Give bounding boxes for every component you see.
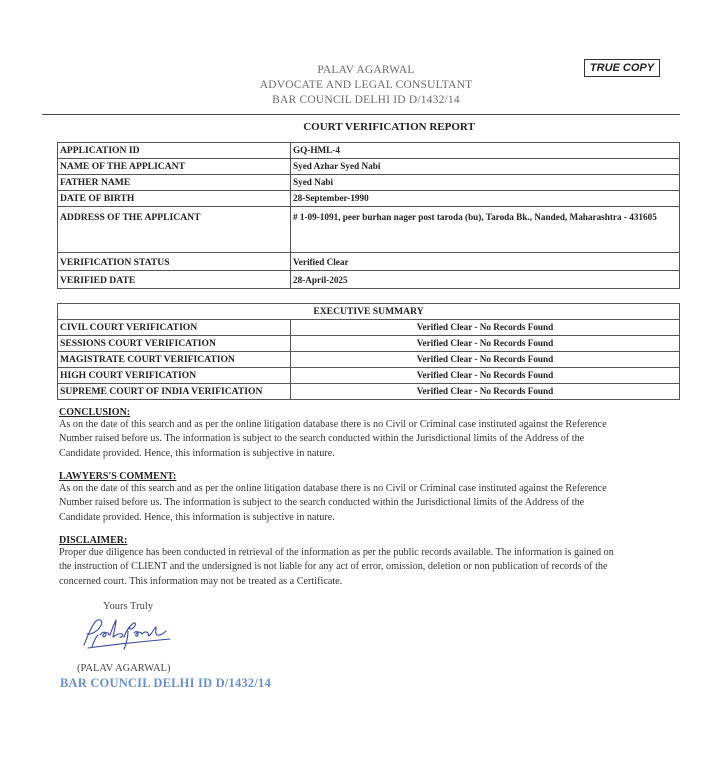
table-row <box>58 368 680 384</box>
row-value: Verified Clear - No Records Found <box>291 336 680 352</box>
closing-text: Yours Truly <box>103 601 154 612</box>
disclaimer-line: Proper due diligence has been conducted in retrieval of the information as per the public records available. The information is gained on <box>59 547 614 558</box>
row-value: Verified Clear - No Records Found <box>291 352 680 368</box>
table-row <box>58 320 680 336</box>
applicant-details-table <box>57 142 680 289</box>
table-row <box>58 352 680 368</box>
row-label: MAGISTRATE COURT VERIFICATION <box>58 352 291 368</box>
advocate-title: ADVOCATE AND LEGAL CONSULTANT <box>259 79 473 91</box>
row-label: HIGH COURT VERIFICATION <box>58 368 291 384</box>
conclusion-heading: CONCLUSION: <box>59 407 131 418</box>
table-row <box>58 271 680 289</box>
disclaimer-line: the instruction of CLIENT and the undersigned is not liable for any act of error, omission, deletion or non publication of records of the <box>59 561 608 573</box>
row-label: DATE OF BIRTH <box>58 191 291 207</box>
row-value: GQ-HML-4 <box>291 143 680 159</box>
row-value: Syed Nabi <box>291 175 680 191</box>
table-row <box>58 207 680 253</box>
row-value: Verified Clear - No Records Found <box>291 368 680 384</box>
row-label: VERIFICATION STATUS <box>58 253 291 271</box>
row-label: APPLICATION ID <box>58 143 291 159</box>
row-label: FATHER NAME <box>58 175 291 191</box>
row-value: Verified Clear <box>291 253 680 271</box>
table-header-row <box>58 304 680 320</box>
disclaimer-line: concerned court. This information may not be treated as a Certificate. <box>59 575 343 587</box>
table-row <box>58 143 680 159</box>
row-label: SESSIONS COURT VERIFICATION <box>58 336 291 352</box>
signatory-bar-id: BAR COUNCIL DELHI ID D/1432/14 <box>60 676 271 690</box>
executive-summary-table <box>57 303 680 400</box>
row-label: CIVIL COURT VERIFICATION <box>58 320 291 336</box>
table-row <box>58 336 680 352</box>
advocate-bar-id: BAR COUNCIL DELHI ID D/1432/14 <box>272 94 460 106</box>
report-title-text: COURT VERIFICATION REPORT <box>303 121 475 133</box>
lawyers-comment-line: As on the date of this search and as per the online litigation database there is no Civil or Criminal case instituted against the Reference <box>59 483 607 494</box>
conclusion-line: Number raised before us. The information is subject to the search conducted within the Jurisdictional limits of the Address of the <box>59 433 585 445</box>
table-row <box>58 159 680 175</box>
executive-summary-heading: EXECUTIVE SUMMARY <box>58 304 680 320</box>
lawyers-comment-heading: LAWYERS'S COMMENT: <box>59 471 177 482</box>
row-label: SUPREME COURT OF INDIA VERIFICATION <box>58 384 291 400</box>
row-label: VERIFIED DATE <box>58 271 291 289</box>
row-label: ADDRESS OF THE APPLICANT <box>58 207 291 253</box>
disclaimer-section <box>59 535 679 589</box>
true-copy-stamp: TRUE COPY <box>584 59 660 77</box>
table-row <box>58 253 680 271</box>
table-row <box>58 191 680 207</box>
report-title <box>0 121 680 133</box>
table-row <box>58 175 680 191</box>
disclaimer-heading: DISCLAIMER: <box>59 535 128 546</box>
row-value: Verified Clear - No Records Found <box>291 320 680 336</box>
advocate-name: PALAV AGARWAL <box>317 64 415 76</box>
conclusion-line: As on the date of this search and as per the online litigation database there is no Civil or Criminal case instituted against the Reference <box>59 419 607 430</box>
handwritten-signature <box>78 615 174 651</box>
header-divider <box>42 114 680 115</box>
lawyers-comment-section <box>59 471 679 525</box>
row-value: Syed Azhar Syed Nabi <box>291 159 680 175</box>
row-label: NAME OF THE APPLICANT <box>58 159 291 175</box>
row-value: 28-April-2025 <box>291 271 680 289</box>
row-value: 28-September-1990 <box>291 191 680 207</box>
table-row <box>58 384 680 400</box>
row-value: # 1-09-1091, peer burhan nager post taroda (bu), Taroda Bk., Nanded, Maharashtra - 431605 <box>291 207 680 253</box>
lawyers-comment-line: Candidate provided. Hence, this information is subjective in nature. <box>59 511 335 523</box>
signatory-name: (PALAV AGARWAL) <box>77 663 171 674</box>
conclusion-section <box>59 407 679 461</box>
row-value: Verified Clear - No Records Found <box>291 384 680 400</box>
conclusion-line: Candidate provided. Hence, this information is subjective in nature. <box>59 447 335 459</box>
lawyers-comment-line: Number raised before us. The information is subject to the search conducted within the Jurisdictional limits of the Address of the <box>59 497 585 509</box>
